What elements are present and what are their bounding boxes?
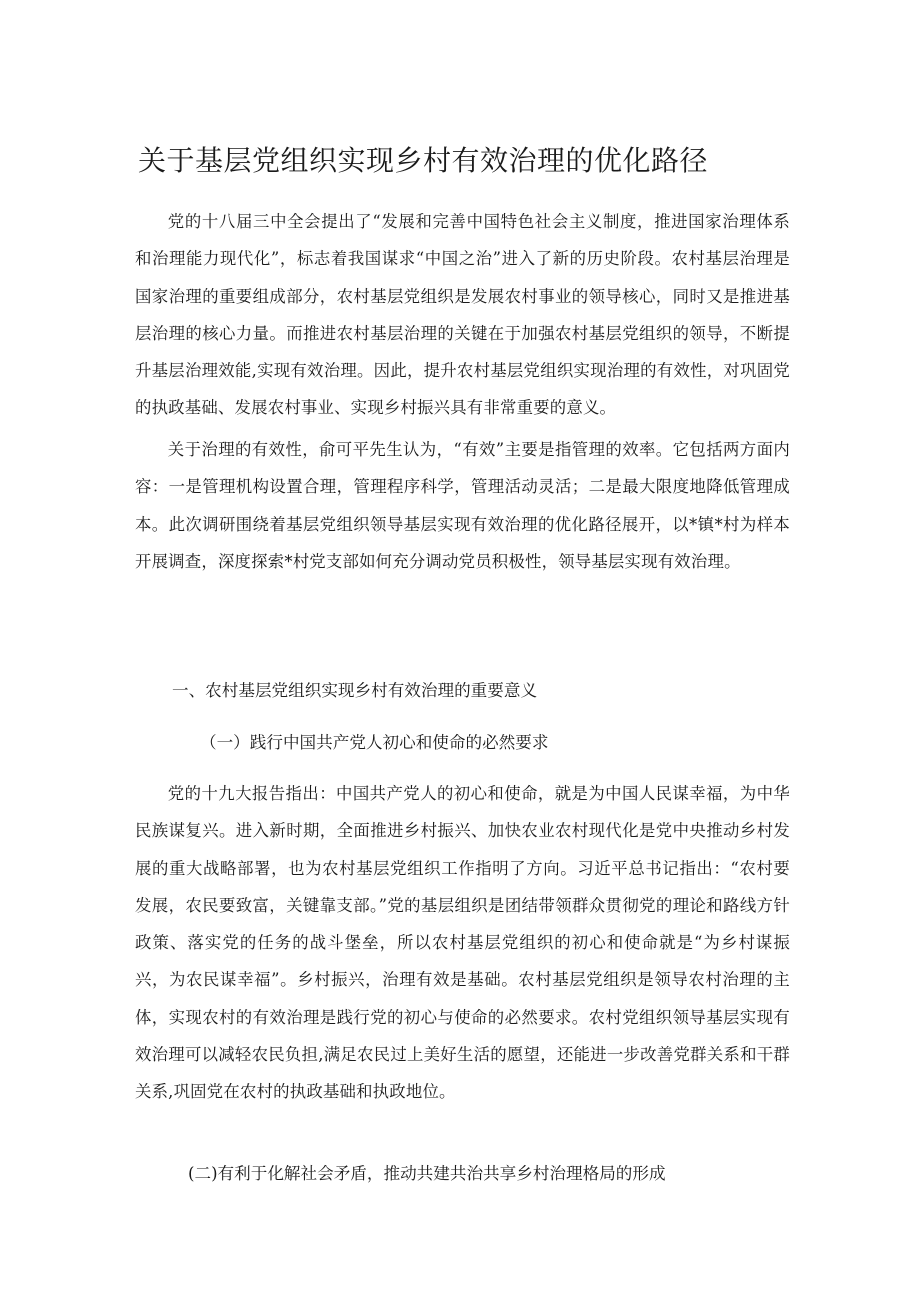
document-title: 关于基层党组织实现乡村有效治理的优化路径 [138, 144, 709, 177]
mission-paragraph: 党的十九大报告指出：中国共产党人的初心和使命，就是为中国人民谋幸福，为中华民族谋复兴。进入新时期，全面推进乡村振兴、加快农业农村现代化是党中央推动乡村发展的重大战略部署，也为农村基层党组织工作指明了方向。习近平总书记指出：“农村要发展，农民要致富，关键靠支部。”党的基层组织是团结带领群众贯彻党的理论和路线方针政策、落实党的任务的战斗堡垒，所以农村基层党组织的初心和使命就是“为乡村谋振兴，为农民谋幸福”。乡村振兴，治理有效是基础。农村基层党组织是领导农村治理的主体，实现农村的有效治理是践行党的初心与使命的必然要求。农村党组织领导基层实现有效治理可以减轻农民负担,满足农民过上美好生活的愿望，还能进一步改善党群关系和干群关系,巩固党在农村的执政基础和执政地位。 [135, 784, 790, 1102]
intro-paragraph: 党的十八届三中全会提出了“发展和完善中国特色社会主义制度，推进国家治理体系和治理能力现代化”，标志着我国谋求“中国之治”进入了新的历史阶段。农村基层治理是国家治理的重要组成部分，农村基层党组织是发展农村事业的领导核心，同时又是推进基层治理的核心力量。而推进农村基层治理的关键在于加强农村基层党组织的领导，不断提升基层治理效能,实现有效治理。因此，提升农村基层党组织实现治理的有效性，对巩固党的执政基础、发展农村事业、实现乡村振兴具有非常重要的意义。 [135, 212, 790, 418]
subsection-heading-1: （一）践行中国共产党人初心和使命的必然要求 [200, 733, 549, 752]
subsection-heading-2: (二)有利于化解社会矛盾，推动共建共治共享乡村治理格局的形成 [188, 1164, 666, 1183]
governance-effectiveness-paragraph: 关于治理的有效性，俞可平先生认为，“有效”主要是指管理的效率。它包括两方面内容：一是管理机构设置合理，管理程序科学，管理活动灵活；二是最大限度地降低管理成本。此次调研围绕着基层党组织领导基层实现有效治理的优化路径展开，以*镇*村为样本开展调查，深度探索*村党支部如何充分调动党员积极性，领导基层实现有效治理。 [135, 440, 790, 571]
section-heading-1: 一、农村基层党组织实现乡村有效治理的重要意义 [172, 681, 538, 700]
